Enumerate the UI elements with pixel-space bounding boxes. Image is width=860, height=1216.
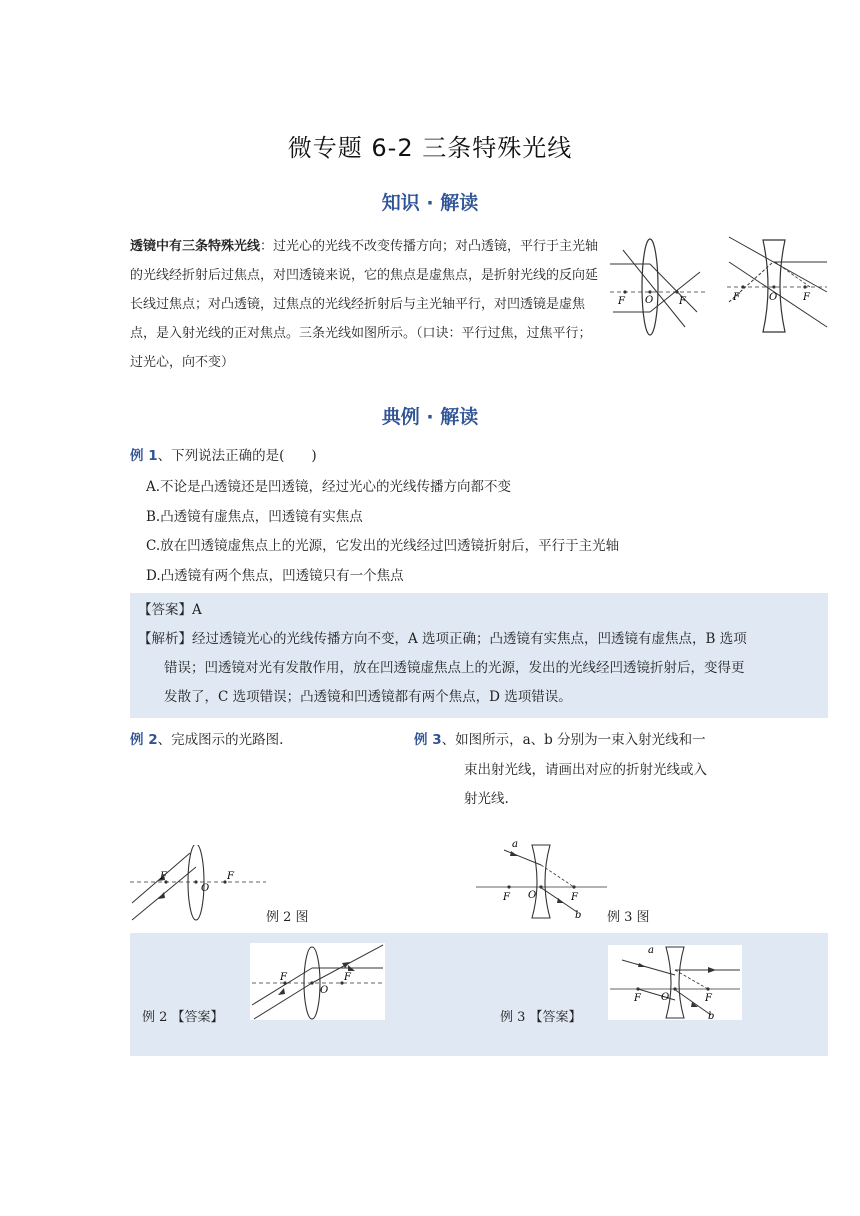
label-f-right: F	[679, 296, 686, 307]
ex2-label-o: O	[201, 883, 210, 894]
ex3-label-f2: F	[571, 892, 578, 903]
page-title: 微专题 6-2 三条特殊光线	[287, 134, 573, 162]
label-o-2: O	[769, 292, 778, 303]
option-a: A.不论是凸透镜还是凹透镜，经过光心的光线传播方向都不变	[146, 479, 512, 495]
example2-label: 例 2	[130, 732, 158, 748]
example2-stem: 、完成图示的光路图.	[157, 732, 284, 748]
option-b: B.凸透镜有虚焦点，凹透镜有实焦点	[146, 509, 363, 525]
option-d: D.凸透镜有两个焦点，凹透镜只有一个焦点	[146, 568, 404, 584]
analysis-label: 【解析】	[138, 631, 192, 647]
example2-figure	[128, 845, 268, 925]
example3-caption: 例 3 图	[607, 910, 650, 925]
ex2a-label-f1: F	[280, 972, 287, 983]
option-c: C.放在凹透镜虚焦点上的光源，它发出的光线经过凹透镜折射后，平行于主光轴	[146, 538, 620, 554]
example2-question	[130, 726, 283, 755]
example3-question	[414, 726, 706, 755]
examples-heading: 典例 · 解读	[381, 406, 479, 428]
ex3-label-o: O	[528, 890, 537, 901]
analysis-text1: 经过透镜光心的光线传播方向不变，A 选项正确；凸透镜有实焦点，凹透镜有虚焦点，B 选项	[192, 631, 747, 647]
ex3a-label-b: b	[708, 1011, 715, 1020]
ex3-label-f1: F	[503, 892, 510, 903]
example1-analysis-line1	[138, 625, 823, 654]
label-f-left-2: F	[733, 292, 740, 303]
ex2a-label-o: O	[320, 985, 329, 996]
label-f-right-2: F	[803, 292, 810, 303]
ex2a-label-f2: F	[344, 972, 351, 983]
label-f-left: F	[618, 296, 625, 307]
label-o: O	[645, 295, 654, 306]
example1-label: 例 1	[130, 448, 158, 464]
ex3-label-b: b	[575, 910, 582, 920]
ex3a-label-f2: F	[705, 993, 712, 1004]
ex3a-label-f1: F	[634, 993, 641, 1004]
example1-stem: 、下列说法正确的是( )	[157, 448, 317, 464]
example2-caption: 例 2 图	[266, 910, 309, 925]
ex3-label-a: a	[512, 840, 518, 850]
example3-label: 例 3	[414, 732, 442, 748]
example1-answer: 【答案】A	[138, 602, 202, 618]
example3-stem-line3: 射光线.	[464, 791, 509, 807]
example1-analysis-line2: 错误；凹透镜对光有发散作用，放在凹透镜虚焦点上的光源，发出的光线经凹透镜折射后，变得更	[164, 660, 745, 676]
example3-stem-line2: 束出射光线，请画出对应的折射光线或入	[464, 762, 707, 778]
concave-lens-diagram	[727, 237, 827, 332]
ex2-label-f1: F	[160, 871, 167, 882]
example1-question	[130, 442, 317, 471]
example2-answer-figure	[250, 943, 385, 1020]
intro-text: ：过光心的光线不改变传播方向；对凸透镜，平行于主光轴的光线经折射后过焦点，对凹透镜来说，它的焦点是虚焦点，是折射光线的反向延长线过焦点；对凸透镜，过焦点的光线经折射后与主光轴平行，对凹透镜是虚焦点，是入射光线的正对焦点。三条光线如图所示。（口诀：平行过焦，过焦平行；过光心，向不变）	[130, 239, 599, 370]
ex3a-label-o: O	[661, 992, 670, 1003]
example1-analysis-line3: 发散了，C 选项错误；凸透镜和凹透镜都有两个焦点，D 选项错误。	[164, 689, 572, 705]
convex-lens-diagram	[610, 239, 705, 335]
ex3a-label-a: a	[648, 945, 654, 956]
ex2-label-f2: F	[227, 871, 234, 882]
special-rays-figure	[605, 232, 830, 337]
example2-answer-label: 例 2 【答案】	[142, 1010, 224, 1025]
example3-figure	[474, 840, 609, 920]
intro-bold: 透镜中有三条特殊光线	[130, 239, 261, 254]
knowledge-heading: 知识 · 解读	[381, 192, 479, 214]
intro-paragraph	[130, 232, 600, 377]
example3-answer-figure	[608, 945, 742, 1020]
example3-stem-line1: 、如图所示，a、b 分别为一束入射光线和一	[441, 732, 706, 748]
example3-answer-label: 例 3 【答案】	[500, 1010, 582, 1025]
